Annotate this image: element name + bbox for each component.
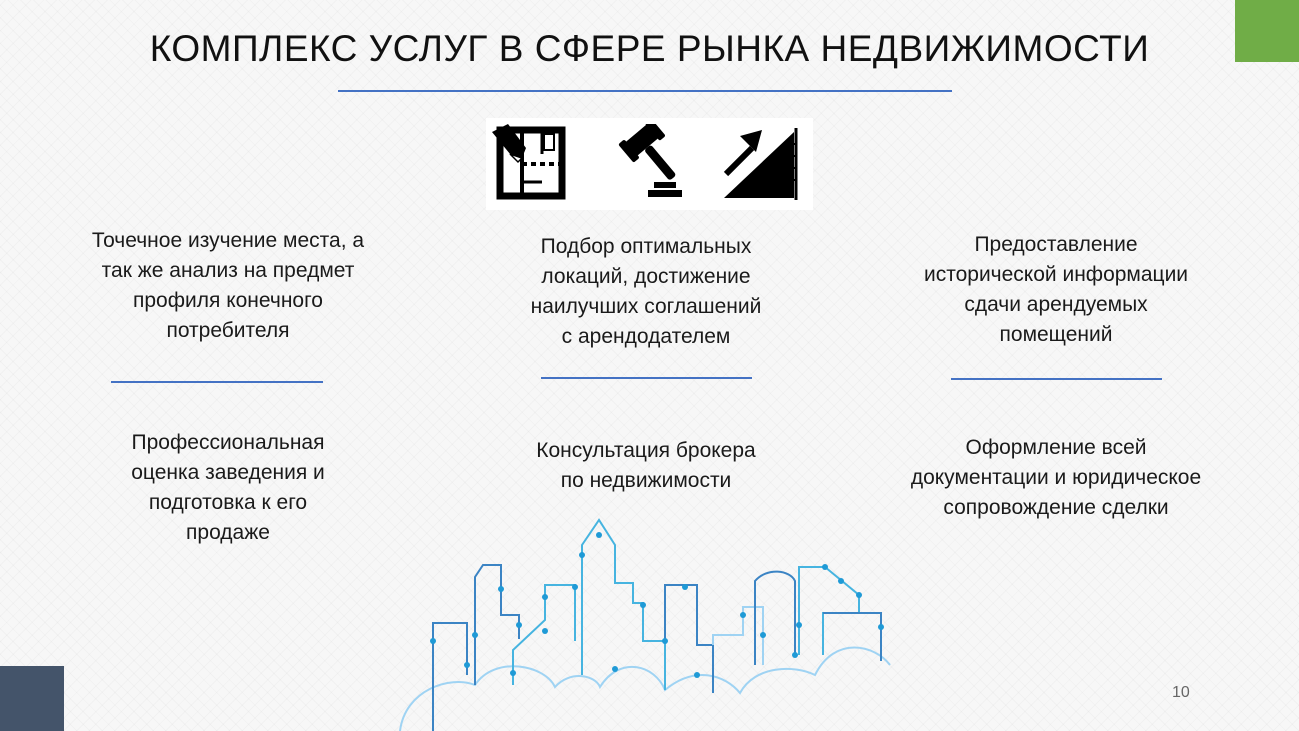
service-broker-consulting: Консультация брокера по недвижимости [536,439,756,492]
service-valuation: Профессиональная оценка заведения и подготовка к его продаже [131,431,325,544]
divider-center [541,377,752,379]
page-number: 10 [1172,684,1190,701]
floor-plan-icon [492,124,566,200]
auction-gavel-icon [604,124,688,200]
icon-strip [486,118,813,210]
divider-right [951,378,1162,380]
title-underline [338,90,952,92]
service-historical-info: Предоставление исторической информации сдачи арендуемых помещений [923,233,1189,346]
divider-left [111,381,323,383]
corner-accent-navy [0,666,64,731]
service-location-selection: Подбор оптимальных локаций, достижение наилучших соглашений с арендодателем [530,235,762,348]
growth-chart-icon [720,124,800,200]
service-site-study: Точечное изучение места, а так же анализ на предмет профиля конечного потребителя [91,229,365,342]
service-documentation: Оформление всей документации и юридическое сопровождение сделки [910,436,1202,519]
city-skyline-illustration [395,515,895,731]
slide-title: КОМПЛЕКС УСЛУГ В СФЕРЕ РЫНКА НЕДВИЖИМОСТИ [149,28,1150,69]
